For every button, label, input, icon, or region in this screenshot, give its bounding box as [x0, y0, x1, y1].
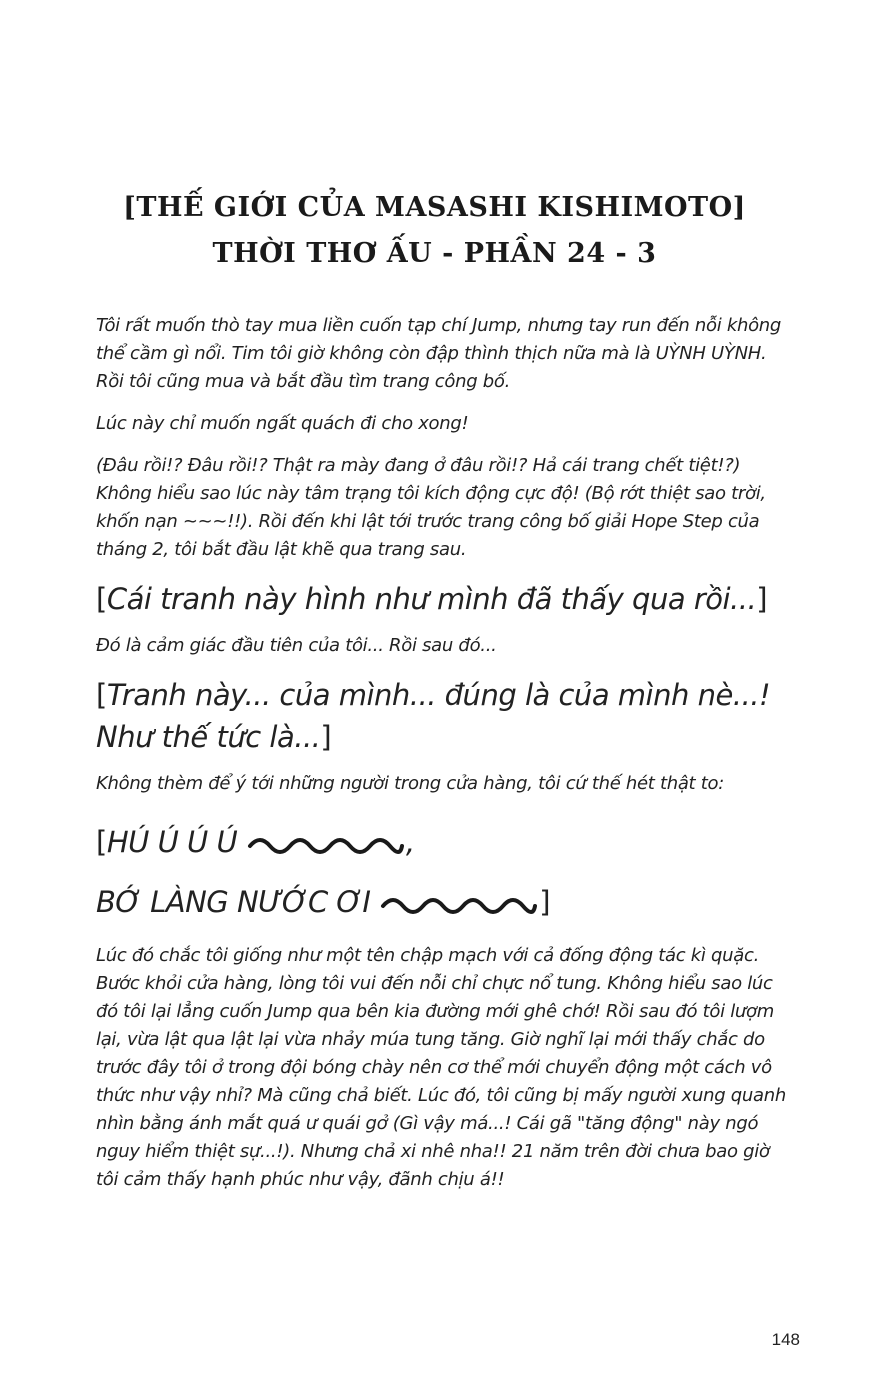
close-bracket: ] — [756, 582, 768, 616]
paragraph-4: Đó là cảm giác đầu tiên của tôi... Rồi sau đó... — [96, 635, 497, 656]
wavy-line-icon — [246, 832, 406, 856]
chapter-title — [0, 185, 869, 277]
comma: , — [405, 825, 415, 859]
wavy-line-icon — [379, 892, 539, 916]
close-bracket: ] — [320, 720, 332, 754]
title-line-1: [THẾ GIỚI CỦA MASASHI KISHIMOTO] — [123, 192, 746, 223]
title-line-2: THỜI THƠ ẤU - PHẦN 24 - 3 — [212, 238, 657, 269]
paragraph-6: Lúc đó chắc tôi giống như một tên chập mạch với cả đống động tác kì quặc. Bước khỏi cửa hàng, lòng tôi vui đến nỗi chỉ chực nổ tung. Không hiểu sao lúc đó tôi lại lẳng cuốn Jump qua bên kia đường mới ghê chớ! Rồi sau đó tôi lượm lại, vừa lật qua lật lại vừa nhảy múa tung tăng. Giờ nghĩ lại mới thấy chắc do trước đây tôi ở trong đội bóng chày nên cơ thể mới chuyển động một cách vô thức như vậy nhỉ? Mà cũng chả biết. Lúc đó, tôi cũng bị mấy người xung quanh nhìn bằng ánh mắt quá ư quái gở (Gì vậy má...! Cái gã "tăng động" này ngó nguy hiểm thiệt sự...!). Nhưng chả xi nhê nha!! 21 năm trên đời chưa bao giờ tôi cảm thấy hạnh phúc như vậy, đãnh chịu á!! — [96, 945, 786, 1190]
exclamation-2 — [96, 674, 796, 758]
body-text — [96, 312, 796, 1208]
shout-2-text: BỚ LÀNG NƯỚC ƠI — [96, 885, 371, 919]
close-bracket: ] — [539, 885, 551, 919]
exclamation-2-text: Tranh này... của mình... đúng là của mình nè...! Như thế tức là... — [96, 678, 771, 754]
page-number: 148 — [771, 1330, 800, 1349]
paragraph-1: Tôi rất muốn thò tay mua liền cuốn tạp chí Jump, nhưng tay run đến nỗi không thể cầm gì nổi. Tim tôi giờ không còn đập thình thịch nữa mà là UỲNH UỲNH. Rồi tôi cũng mua và bắt đầu tìm trang công bố. — [96, 315, 782, 392]
paragraph-2: Lúc này chỉ muốn ngất quách đi cho xong! — [96, 413, 469, 434]
shout-line-2 — [96, 872, 796, 932]
exclamation-1-text: Cái tranh này hình như mình đã thấy qua rồi... — [106, 582, 757, 616]
shout-line-1 — [96, 812, 796, 872]
open-bracket: [ — [96, 582, 107, 616]
paragraph-5: Không thèm để ý tới những người trong cửa hàng, tôi cứ thế hét thật to: — [96, 773, 724, 794]
exclamation-1 — [96, 578, 796, 620]
shout-1-text: HÚ Ú Ú Ú — [106, 825, 238, 859]
open-bracket: [ — [96, 678, 107, 712]
paragraph-3: (Đâu rồi!? Đâu rồi!? Thật ra mày đang ở đâu rồi!? Hả cái trang chết tiệt!?) Không hiểu sao lúc này tâm trạng tôi kích động cực độ! (Bộ rớt thiệt sao trời, khốn nạn ~~~!!). Rồi đến khi lật tới trước trang công bố giải Hope Step của tháng 2, tôi bắt đầu lật khẽ qua trang sau. — [96, 455, 766, 560]
open-bracket: [ — [96, 825, 107, 859]
